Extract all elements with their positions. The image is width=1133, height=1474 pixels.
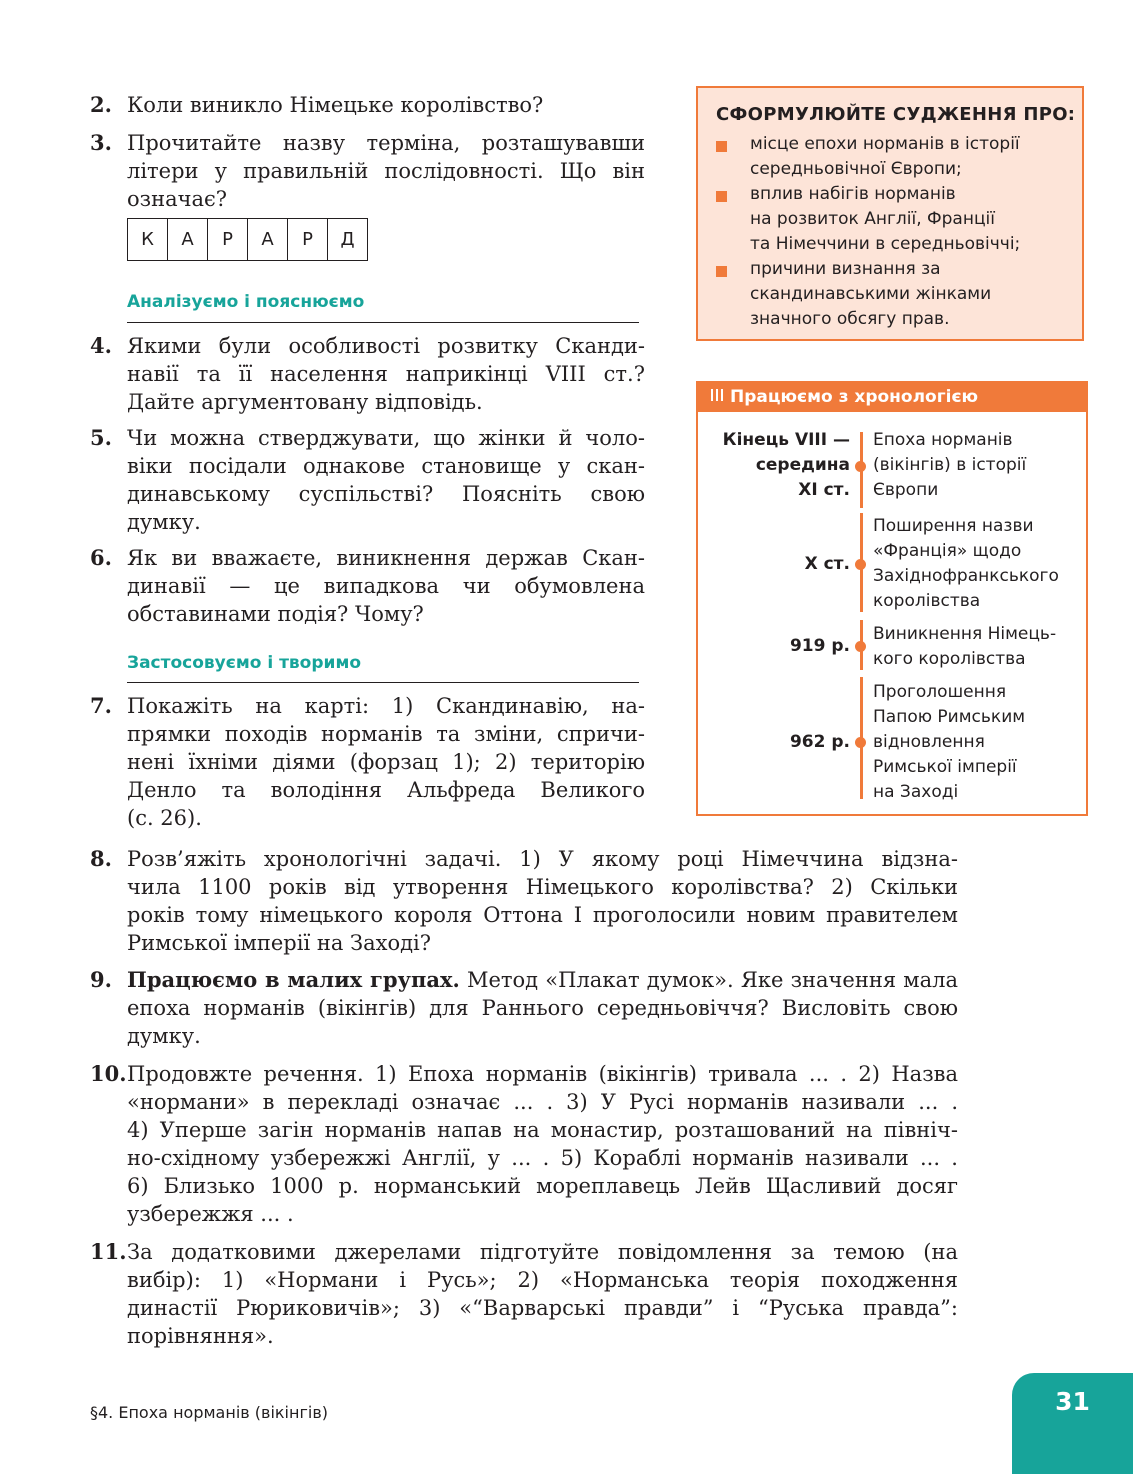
- judgement-item: [750, 132, 1020, 182]
- running-footer: §4. Епоха норманів (вікінгів): [90, 1403, 328, 1422]
- timeline-event-line: Епоха норманів: [873, 430, 1013, 450]
- question-text: порівняння».: [127, 1324, 274, 1348]
- timeline-event-line: на Заході: [873, 782, 959, 802]
- letter-cell: К: [127, 218, 168, 261]
- judgement-item-line: середньовічної Європи;: [750, 159, 962, 179]
- square-bullet-icon: [716, 191, 727, 202]
- letter-cell: Р: [207, 218, 248, 261]
- section-heading-analyze: Аналізуємо і пояснюємо: [127, 292, 365, 312]
- question-text: епоха норманів (вікінгів) для Раннього середньовіччя? Висловіть свою: [127, 996, 958, 1020]
- judgement-item-line: скандинавськими жінками: [750, 284, 992, 304]
- question-text: узбережжя ... .: [127, 1202, 294, 1226]
- timeline-icon: [710, 383, 724, 412]
- question-text: (с. 26).: [127, 806, 202, 830]
- judgement-item-line: значного обсягу прав.: [750, 309, 950, 329]
- question-text: думку.: [127, 510, 201, 534]
- question-text: літери у правильній послідовності. Що він: [127, 159, 645, 183]
- chronology-title: Працюємо з хронологією: [730, 387, 979, 407]
- timeline-date: [790, 730, 850, 755]
- question-text: Коли виникло Німецьке королівство?: [127, 93, 544, 117]
- question-number: 3.: [90, 130, 112, 155]
- timeline-event-line: Папою Римським: [873, 707, 1026, 727]
- question-number: 10.: [90, 1061, 127, 1086]
- question-text: Розв’яжіть хронологічні задачі. 1) У якому році Німеччина відзна-: [127, 847, 958, 871]
- judgement-item-line: вплив набігів норманів: [750, 184, 956, 204]
- letter-cell: Д: [327, 218, 368, 261]
- question-text: Як ви вважаєте, виникнення держав Скан-: [127, 546, 645, 570]
- section-heading-apply: Застосовуємо і творимо: [127, 653, 362, 673]
- question-number: 2.: [90, 92, 112, 117]
- timeline-event: [873, 514, 1059, 614]
- timeline-event-line: Західнофранкського: [873, 566, 1059, 586]
- judgement-title: СФОРМУЛЮЙТЕ СУДЖЕННЯ ПРО:: [716, 104, 1076, 125]
- timeline-date-line: 962 р.: [789, 732, 850, 752]
- chronology-box: [696, 381, 1088, 816]
- letter-cell: Р: [287, 218, 328, 261]
- timeline-date-line: Кінець VIII —: [722, 430, 850, 450]
- timeline-event-line: «Франція» щодо: [873, 541, 1022, 561]
- question-text: чила 1100 років від утворення Німецького королівства? 2) Скільки: [127, 875, 958, 899]
- question-text: Якими були особливості розвитку Сканди-: [127, 334, 645, 358]
- question-text: прямки походів норманів та зміни, спричи-: [127, 722, 645, 746]
- question-number: 5.: [90, 425, 112, 450]
- square-bullet-icon: [716, 141, 727, 152]
- question-text: За додатковими джерелами підготуйте повідомлення за темою (на: [127, 1240, 958, 1264]
- timeline-event-line: королівства: [873, 591, 981, 611]
- question-text: означає?: [127, 187, 228, 211]
- timeline-dot: [855, 737, 866, 748]
- timeline-event-line: відновлення: [873, 732, 985, 752]
- question-text: Римської імперії на Заході?: [127, 931, 432, 955]
- judgement-item-line: та Німеччини в середньовіччі;: [750, 234, 1021, 254]
- timeline-date-line: X ст.: [804, 554, 850, 574]
- question-text: обставинами подія? Чому?: [127, 602, 424, 626]
- timeline-event: [873, 680, 1025, 805]
- timeline-event-line: (вікінгів) в історії: [873, 455, 1027, 475]
- question-text: навії та її населення наприкінці VIII ст.?: [127, 362, 645, 386]
- question-text: 4) Уперше загін норманів напав на монастир, розташований на північ-: [127, 1118, 958, 1142]
- letters-grid: [127, 218, 368, 261]
- question-number: 7.: [90, 693, 112, 718]
- letter-cell: А: [167, 218, 208, 261]
- judgement-item-line: на розвиток Англії, Франції: [750, 209, 995, 229]
- question-number: 4.: [90, 333, 112, 358]
- page-number: 31: [1055, 1387, 1090, 1416]
- timeline-date: [805, 552, 850, 577]
- timeline-event-line: Проголошення: [873, 682, 1007, 702]
- timeline-dot: [855, 461, 866, 472]
- question-text: динавії — це випадкова чи обумовлена: [127, 574, 645, 598]
- timeline-date-line: середина: [755, 455, 850, 475]
- question-text: вибір): 1) «Нормани і Русь»; 2) «Норманська теорія походження: [127, 1268, 958, 1292]
- question-text: Чи можна стверджувати, що жінки й чоло-: [127, 426, 645, 450]
- timeline-date: [723, 428, 850, 503]
- question-text: віки посідали однакове становище у скан-: [127, 454, 645, 478]
- question-text: років тому німецького короля Оттона I проголосили новим правителем: [127, 903, 958, 927]
- question-number: 8.: [90, 846, 112, 871]
- question-text: думку.: [127, 1024, 201, 1048]
- timeline-date: [790, 634, 850, 659]
- timeline-event: [873, 428, 1026, 503]
- question-text: «нормани» в перекладі означає ... . 3) У Русі норманів називали ... .: [127, 1090, 958, 1114]
- timeline-dot: [855, 559, 866, 570]
- timeline-date-line: XI ст.: [798, 480, 850, 500]
- question-text: но-східному узбережжі Англії, у ... . 5) Кораблі норманів називали ... .: [127, 1146, 958, 1170]
- question-text: динавському суспільстві? Поясніть свою: [127, 482, 645, 506]
- question-text: 6) Близько 1000 р. норманський мореплавець Лейв Щасливий досяг: [127, 1174, 958, 1198]
- question-text: [127, 966, 958, 994]
- square-bullet-icon: [716, 266, 727, 277]
- question-number: 6.: [90, 545, 112, 570]
- question-text-rest: Метод «Плакат думок». Яке значення мала: [459, 968, 958, 992]
- judgement-box: [696, 86, 1084, 341]
- question-text: нені їхніми діями (форзац 1); 2) територію: [127, 750, 645, 774]
- judgement-item-line: причини визнання за: [750, 259, 941, 279]
- timeline-event-line: Поширення назви: [873, 516, 1034, 536]
- section-divider: [127, 682, 639, 683]
- timeline-date-line: 919 р.: [789, 636, 850, 656]
- question-number: 9.: [90, 967, 112, 992]
- question-number: 11.: [90, 1239, 127, 1264]
- section-divider: [127, 322, 639, 323]
- question-text: династії Рюриковичів»; 3) «“Варварські правди” і “Руська правда”:: [127, 1296, 958, 1320]
- question-text: Прочитайте назву терміна, розташувавши: [127, 131, 645, 155]
- chronology-header: [698, 383, 1086, 412]
- question-bold-lead: Працюємо в малих групах.: [127, 967, 460, 992]
- judgement-item: [750, 257, 991, 332]
- letter-cell: А: [247, 218, 288, 261]
- question-text: Дайте аргументовану відповідь.: [127, 390, 483, 414]
- question-text: Денло та володіння Альфреда Великого: [127, 778, 645, 802]
- timeline-event-line: Виникнення Німець-: [873, 624, 1057, 644]
- timeline-event-line: кого королівства: [873, 649, 1026, 669]
- judgement-item: [750, 182, 1020, 257]
- page-number-tab: [1012, 1373, 1133, 1474]
- question-text: Продовжте речення. 1) Епоха норманів (вікінгів) тривала ... . 2) Назва: [127, 1062, 958, 1086]
- question-text: Покажіть на карті: 1) Скандинавію, на-: [127, 694, 645, 718]
- timeline-dot: [855, 641, 866, 652]
- timeline-event: [873, 622, 1056, 672]
- timeline-event-line: Європи: [873, 480, 939, 500]
- judgement-item-line: місце епохи норманів в історії: [750, 134, 1020, 154]
- timeline-event-line: Римської імперії: [873, 757, 1017, 777]
